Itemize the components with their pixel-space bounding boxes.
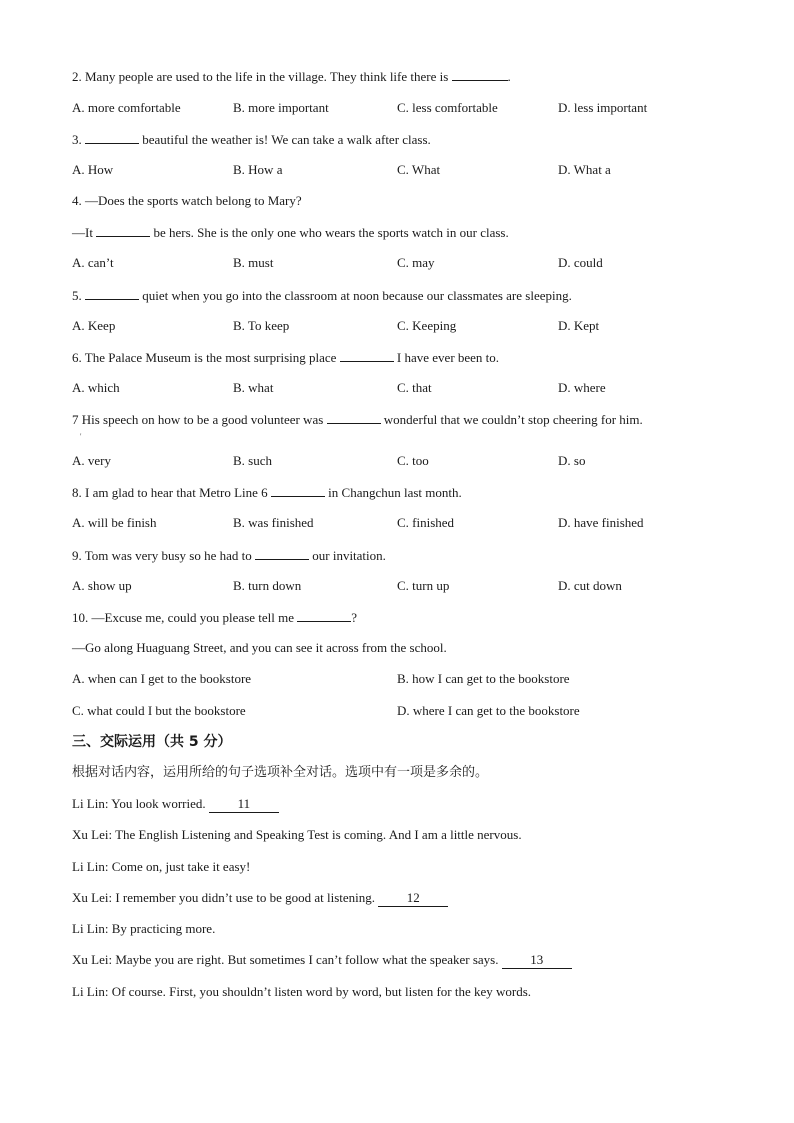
q8-option-b: B. was finished	[233, 515, 314, 530]
question-5-stem: 5. quiet when you go into the classroom at noon because our classmates are sleeping.	[72, 288, 572, 303]
q5-option-b: B. To keep	[233, 318, 290, 333]
q6-option-d: D. where	[558, 380, 606, 395]
answer-blank	[340, 349, 394, 362]
question-4-line-1: 4. —Does the sports watch belong to Mary?	[72, 193, 302, 208]
q3-option-c: C. What	[397, 162, 441, 177]
q5-option-a: A. Keep	[72, 318, 116, 333]
q4-option-d: D. could	[558, 255, 603, 270]
question-7-stem: 7 His speech on how to be a good volunteer was wonderful that we couldn’t stop cheering for him.	[72, 412, 643, 427]
answer-blank	[85, 287, 139, 300]
answer-blank	[96, 224, 150, 237]
dialog-line: Xu Lei: I remember you didn’t use to be good at listening. 12	[72, 890, 448, 907]
q4-option-a: A. can’t	[72, 255, 114, 270]
q9-option-d: D. cut down	[558, 578, 622, 593]
answer-blank	[255, 547, 309, 560]
q4-option-c: C. may	[397, 255, 435, 270]
q7-option-b: B. such	[233, 453, 272, 468]
question-10-line-2: —Go along Huaguang Street, and you can see it across from the school.	[72, 640, 447, 655]
answer-blank	[85, 131, 139, 144]
section-3-instruction: 根据对话内容，运用所给的句子选项补全对话。选项中有一项是多余的。	[72, 765, 489, 780]
q10-option-b: B. how I can get to the bookstore	[397, 671, 570, 686]
q8-option-d: D. have finished	[558, 515, 644, 530]
answer-blank	[271, 484, 325, 497]
q10-option-a: A. when can I get to the bookstore	[72, 671, 252, 686]
answer-blank	[297, 609, 351, 622]
dialog-line: Li Lin: Come on, just take it easy!	[72, 859, 251, 874]
q7-option-c: C. too	[397, 453, 429, 468]
question-10-line-1: 10. —Excuse me, could you please tell me ?	[72, 610, 358, 625]
q6-option-a: A. which	[72, 380, 120, 395]
q2-option-a: A. more comfortable	[72, 100, 181, 115]
q10-option-d: D. where I can get to the bookstore	[397, 703, 580, 718]
q3-option-d: D. What a	[558, 162, 611, 177]
q2-option-b: B. more important	[233, 100, 329, 115]
q2-option-d: D. less important	[558, 100, 648, 115]
question-6-stem: 6. The Palace Museum is the most surprising place I have ever been to.	[72, 350, 500, 365]
stray-mark: '	[80, 432, 82, 441]
q7-option-a: A. very	[72, 453, 111, 468]
q6-option-c: C. that	[397, 380, 432, 395]
dialog-blank-number: 11	[209, 796, 279, 813]
q6-option-b: B. what	[233, 380, 274, 395]
dialog-line: Li Lin: By practicing more.	[72, 921, 216, 936]
q3-option-a: A. How	[72, 162, 114, 177]
q10-option-c: C. what could I but the bookstore	[72, 703, 246, 718]
dialog-blank-number: 13	[502, 952, 572, 969]
answer-blank	[327, 411, 381, 424]
q7-option-d: D. so	[558, 453, 586, 468]
section-3-heading: 三、交际运用（共 5 分）	[72, 734, 232, 750]
q5-option-d: D. Kept	[558, 318, 600, 333]
question-3-stem: 3. beautiful the weather is! We can take a walk after class.	[72, 132, 431, 147]
question-2-stem: 2. Many people are used to the life in the village. They think life there is .	[72, 69, 511, 84]
dialog-line: Xu Lei: Maybe you are right. But sometimes I can’t follow what the speaker says. 13	[72, 952, 572, 969]
q8-option-c: C. finished	[397, 515, 455, 530]
question-4-line-2: —It be hers. She is the only one who wears the sports watch in our class.	[72, 225, 509, 240]
q5-option-c: C. Keeping	[397, 318, 457, 333]
q9-option-a: A. show up	[72, 578, 132, 593]
q2-option-c: C. less comfortable	[397, 100, 498, 115]
dialog-line: Li Lin: You look worried. 11	[72, 796, 279, 813]
q9-option-b: B. turn down	[233, 578, 302, 593]
q4-option-b: B. must	[233, 255, 274, 270]
dialog-line: Li Lin: Of course. First, you shouldn’t listen word by word, but listen for the key words.	[72, 984, 532, 999]
q8-option-a: A. will be finish	[72, 515, 157, 530]
answer-blank	[452, 68, 508, 81]
question-9-stem: 9. Tom was very busy so he had to our invitation.	[72, 548, 386, 563]
q3-option-b: B. How a	[233, 162, 283, 177]
q9-option-c: C. turn up	[397, 578, 450, 593]
dialog-blank-number: 12	[378, 890, 448, 907]
question-8-stem: 8. I am glad to hear that Metro Line 6 in Changchun last month.	[72, 485, 462, 500]
dialog-line: Xu Lei: The English Listening and Speaking Test is coming. And I am a little nervous.	[72, 827, 522, 842]
